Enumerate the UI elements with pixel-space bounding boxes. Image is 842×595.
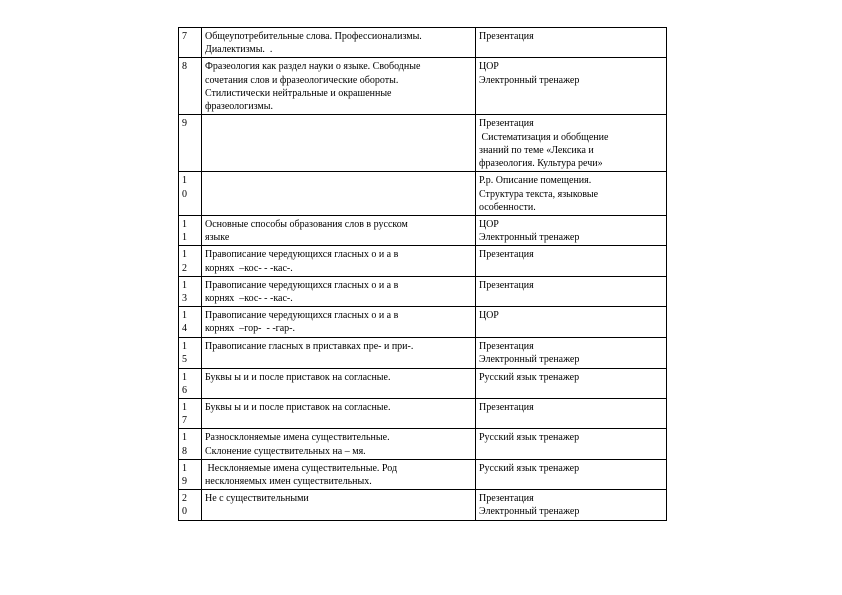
lesson-topic-cell xyxy=(202,28,476,58)
lesson-topic-line: Общеупотребительные слова. Профессионализмы. xyxy=(205,31,422,42)
lesson-resource-line: ЦОР xyxy=(479,219,499,231)
lesson-topic-cell xyxy=(202,399,476,429)
lesson-number-line: 1 xyxy=(182,371,187,383)
lesson-number-cell xyxy=(179,490,202,520)
lesson-topic-cell xyxy=(202,58,476,115)
lesson-resource-line: Презентация xyxy=(479,249,534,261)
lesson-number-line: 1 xyxy=(182,175,187,187)
lesson-resource-line: Презентация xyxy=(479,341,534,353)
lesson-resource-line: Электронный тренажер xyxy=(479,354,580,366)
table-row xyxy=(179,399,667,429)
lesson-topic-line: Диалектизмы. . xyxy=(205,44,273,56)
lesson-resources-cell xyxy=(476,490,667,520)
lesson-resource-line: фразеология. Культура речи» xyxy=(479,158,603,170)
lesson-topic-cell xyxy=(202,115,476,172)
lesson-number-cell xyxy=(179,172,202,216)
lesson-topic-line: Правописание чередующихся гласных о и а в xyxy=(205,279,399,291)
lesson-resource-line: Электронный тренажер xyxy=(479,232,580,244)
lesson-topic-line: Правописание чередующихся гласных о и а в xyxy=(205,310,399,322)
lesson-number-line: 9 xyxy=(182,476,187,488)
lesson-number-line: 1 xyxy=(182,219,187,231)
lesson-topic-line: Правописание гласных в приставках пре- и при-. xyxy=(205,341,414,353)
lesson-number-cell xyxy=(179,246,202,276)
lesson-plan-table xyxy=(178,27,667,521)
lesson-topic-cell xyxy=(202,216,476,246)
lesson-topic-cell xyxy=(202,276,476,306)
lesson-number-cell xyxy=(179,338,202,368)
lesson-topic-cell xyxy=(202,338,476,368)
lesson-number-line: 1 xyxy=(182,402,187,414)
table-row xyxy=(179,172,667,216)
table-row xyxy=(179,338,667,368)
lesson-topic-line: Несклоняемые имена существительные. Род xyxy=(205,462,398,474)
lesson-number-line: 2 xyxy=(182,493,187,505)
lesson-resources-cell xyxy=(476,307,667,338)
lesson-number-line: 9 xyxy=(182,118,187,130)
lesson-topic-line: Буквы ы и и после приставок на согласные. xyxy=(205,402,391,414)
lesson-number-line: 8 xyxy=(182,445,187,457)
table-row xyxy=(179,276,667,306)
lesson-number-line: 1 xyxy=(182,462,187,474)
lesson-resources-cell xyxy=(476,276,667,306)
lesson-topic-cell xyxy=(202,429,476,459)
lesson-resource-line: Электронный тренажер xyxy=(479,74,580,86)
lesson-topic-line: Стилистически нейтральные и окрашенные xyxy=(205,87,392,99)
lesson-number-cell xyxy=(179,276,202,306)
lesson-resource-line: Русский язык тренажер xyxy=(479,371,580,383)
lesson-resource-line: Русский язык тренажер xyxy=(479,432,580,444)
lesson-topic-cell xyxy=(202,246,476,276)
lesson-resource-line: Презентация xyxy=(479,31,534,42)
lesson-topic-line: Не с существительными xyxy=(205,493,309,505)
lesson-topic-line: корнях –кос- - -кас-. xyxy=(205,293,293,305)
lesson-resources-cell xyxy=(476,172,667,216)
lesson-resource-line: особенности. xyxy=(479,201,536,213)
lesson-number-line: 6 xyxy=(182,384,187,396)
lesson-topic-line: Фразеология как раздел науки о языке. Свободные xyxy=(205,61,421,73)
lesson-number-cell xyxy=(179,459,202,489)
lesson-number-cell xyxy=(179,368,202,398)
lesson-resources-cell xyxy=(476,115,667,172)
lesson-topic-cell xyxy=(202,490,476,520)
lesson-topic-line: Правописание чередующихся гласных о и а в xyxy=(205,249,399,261)
lesson-resources-cell xyxy=(476,216,667,246)
lesson-resources-cell xyxy=(476,246,667,276)
lesson-resource-line: знаний по теме «Лексика и xyxy=(479,144,594,156)
lesson-topic-line: Основные способы образования слов в русском xyxy=(205,219,408,231)
table-row xyxy=(179,216,667,246)
lesson-topic-cell xyxy=(202,172,476,216)
table-row xyxy=(179,429,667,459)
lesson-topic-cell xyxy=(202,368,476,398)
lesson-topic-line: Разносклоняемые имена существительные. xyxy=(205,432,390,444)
lesson-number-line: 5 xyxy=(182,354,187,366)
lesson-number-cell xyxy=(179,399,202,429)
lesson-topic-line: Склонение существительных на – мя. xyxy=(205,445,366,457)
table-row xyxy=(179,58,667,115)
lesson-number-line: 1 xyxy=(182,279,187,291)
lesson-resource-line: Презентация xyxy=(479,493,534,505)
lesson-topic-line: Буквы ы и и после приставок на согласные. xyxy=(205,371,391,383)
lesson-resource-line: Р.р. Описание помещения. xyxy=(479,175,592,187)
lesson-topic-line: фразеологизмы. xyxy=(205,101,273,113)
lesson-topic-line: языке xyxy=(205,232,230,244)
lesson-number-line: 4 xyxy=(182,323,187,335)
lesson-number-line: 8 xyxy=(182,61,187,73)
lesson-topic-line: корнях –гор- - -гар-. xyxy=(205,323,296,335)
lesson-number-cell xyxy=(179,115,202,172)
lesson-number-line: 1 xyxy=(182,232,187,244)
lesson-number-line: 3 xyxy=(182,293,187,305)
lesson-topic-cell xyxy=(202,307,476,338)
lesson-number-cell xyxy=(179,58,202,115)
lesson-plan-table-body xyxy=(179,28,667,521)
lesson-number-cell xyxy=(179,307,202,338)
lesson-number-cell xyxy=(179,429,202,459)
lesson-resources-cell xyxy=(476,399,667,429)
lesson-resource-line: ЦОР xyxy=(479,61,499,73)
lesson-resources-cell xyxy=(476,338,667,368)
table-row xyxy=(179,490,667,520)
table-row xyxy=(179,459,667,489)
lesson-resource-line: ЦОР xyxy=(479,310,499,322)
lesson-resources-cell xyxy=(476,459,667,489)
lesson-number-line: 0 xyxy=(182,506,187,518)
table-row xyxy=(179,246,667,276)
lesson-number-line: 0 xyxy=(182,188,187,200)
lesson-resource-line: Структура текста, языковые xyxy=(479,188,599,200)
lesson-topic-cell xyxy=(202,459,476,489)
lesson-number-line: 1 xyxy=(182,249,187,261)
lesson-number-line: 1 xyxy=(182,341,187,353)
lesson-number-line: 7 xyxy=(182,415,187,427)
lesson-resource-line: Электронный тренажер xyxy=(479,506,580,518)
lesson-resource-line: Презентация xyxy=(479,402,534,414)
lesson-topic-line: несклоняемых имен существительных. xyxy=(205,476,372,488)
lesson-resource-line: Русский язык тренажер xyxy=(479,462,580,474)
table-row xyxy=(179,28,667,58)
table-row xyxy=(179,307,667,338)
lesson-number-line: 2 xyxy=(182,262,187,274)
lesson-number-line: 1 xyxy=(182,310,187,322)
lesson-number-cell xyxy=(179,216,202,246)
lesson-resources-cell xyxy=(476,429,667,459)
lesson-resource-line: Систематизация и обобщение xyxy=(479,131,609,143)
lesson-topic-line: сочетания слов и фразеологические обороты. xyxy=(205,74,399,86)
lesson-resource-line: Презентация xyxy=(479,279,534,291)
table-row xyxy=(179,368,667,398)
lesson-resources-cell xyxy=(476,28,667,58)
lesson-resources-cell xyxy=(476,58,667,115)
lesson-number-cell xyxy=(179,28,202,58)
lesson-topic-line: корнях –кос- - -кас-. xyxy=(205,262,293,274)
table-row xyxy=(179,115,667,172)
lesson-resource-line: Презентация xyxy=(479,118,534,130)
lesson-resources-cell xyxy=(476,368,667,398)
lesson-number-line: 7 xyxy=(182,31,187,42)
lesson-number-line: 1 xyxy=(182,432,187,444)
